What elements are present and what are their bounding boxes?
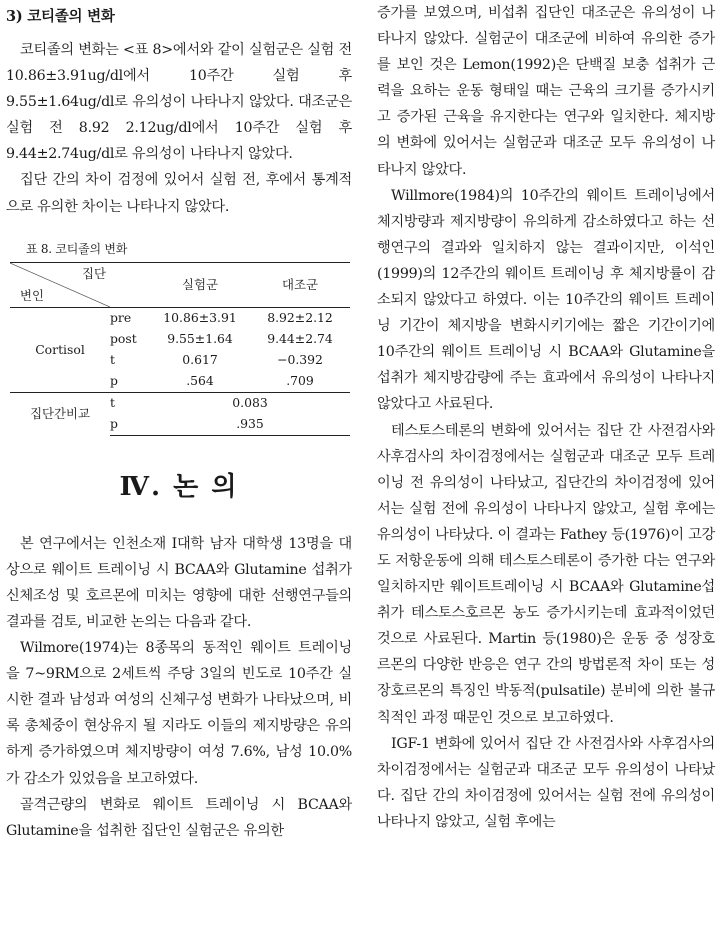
ctrl-value: 9.44±2.74 [267, 331, 333, 347]
discussion-paragraph-2: Wilmore(1974)는 8종목의 동적인 웨이트 트레이닝을 7~9RM으로 2세트씩 주당 3일의 빈도로 10주간 실시한 결과 남성과 여성의 신체구성 변화가 나타났으며, 비록 총체중이 현상유지 될 지라도 이들의 제지방량은 유의하게 증가하였으며 체지방량이 여성 7.6%, 남성 10.0%가 감소가 있었음을 보고하였다. [6, 640, 352, 787]
right-paragraph-1: 증가를 보였으며, 비섭취 집단인 대조군은 유의성이 나타나지 않았다. 실험군이 대조군에 비하여 유의한 증가를 보인 것은 Lemon(1992)은 단백질 보충 섭취가 근력을 요하는 운동 형태일 때는 근육의 크기를 증가시키고 증가된 근육을 유지한다는 연구와 일치한다. 체지방의 변화에 있어서는 실험군과 대조군 모두 유의성이 나타나지 않았다. [377, 5, 715, 178]
header-variable-label: 변인 [20, 287, 44, 303]
table-row [10, 392, 350, 414]
table-diagonal-header [10, 263, 110, 307]
discussion-paragraph-3: 골격근량의 변화로 웨이트 트레이닝 시 BCAA와 Glutamine을 섭취한 집단인 실험군은 유의한 [6, 796, 352, 839]
right-paragraph-3: 테스토스테론의 변화에 있어서는 집단 간 사전검사와 사후검사의 차이검정에서는 실험군과 대조군 모두 트레이닝 전 유의성이 나타났고, 집단간의 차이검정에 있어서는 실험 전에 유의성이 나타나지 않았고, 실험 후에는 유의성이 나타났다. 이 결과는 Fathey 등(1976)이 고강도 저항운동에 의해 테스토스테론이 증가한 다는 연구와 일치하지만 웨이트트레이닝 시 BCAA와 Glutamine섭취가 테스토스호르몬 농도 증가시키는데 효과적이었던 것으로 사료된다. Martin 등(1980)은 운동 중 성장호르몬의 다양한 반응은 연구 간의 방법론적 차이 또는 성장호르몬의 특징인 박동적(pulsatile) 분비에 의한 불규칙적인 과정 때문인 것으로 보고하였다. [377, 422, 715, 726]
stat-label: pre [110, 310, 132, 326]
discussion-paragraph-1: 본 연구에서는 인천소재 I대학 남자 대학생 13명을 대상으로 웨이트 트레이닝 시 BCAA와 Glutamine 섭취가 신체조성 및 호르몬에 미치는 영향에 대한 선행연구들의 결과를 검토, 비교한 논의는 다음과 같다. [6, 535, 352, 630]
header-experimental: 실험군 [150, 262, 250, 307]
stat-label: t [110, 392, 150, 414]
stat-label: t [110, 352, 115, 368]
ctrl-value: −0.392 [277, 352, 323, 368]
header-control: 대조군 [250, 262, 350, 307]
table-caption: 표 8. 코티졸의 변화 [26, 241, 128, 256]
right-paragraph-4: IGF-1 변화에 있어서 집단 간 사전검사와 사후검사의 차이검정에서는 실험군과 대조군 모두 유의성이 나타났다. 집단 간의 차이검정에 있어서는 실험 전에 유의성이 나타나지 않았고, 실험 후에는 [377, 735, 715, 830]
header-group-label: 집단 [82, 265, 106, 281]
cortisol-subheading: 3) 코티졸의 변화 [6, 8, 115, 25]
exp-value: 9.55±1.64 [167, 331, 233, 347]
right-column [377, 0, 715, 835]
stat-label: p [110, 414, 150, 436]
stat-label: p [110, 373, 118, 389]
cortisol-table [10, 262, 350, 436]
ctrl-value: .709 [286, 373, 314, 389]
between-value: .935 [150, 414, 350, 436]
cortisol-row-label: Cortisol [35, 341, 85, 357]
section-title: Ⅳ. 논 의 [119, 471, 239, 502]
right-paragraph-2: Willmore(1984)의 10주간의 웨이트 트레이닝에서 체지방량과 제지방량이 유의하게 감소하였다고 하는 선행연구의 결과와 일치하지 않는 결과이지만, 이석인(1999)의 12주간의 웨이트 트레이닝 후 체지방률이 감소되지 않았다고 하였다. 이는 10주간의 웨이트 트레이닝 기간이 체지방을 변화시키기에는 짧은 기간이기에 10주간의 웨이트 트레이닝 시 BCAA와 Glutamine을 섭취가 체지방감량에 주는 효과에서 유의성이 나타나지 않았다고 사료된다. [377, 187, 715, 413]
exp-value: 10.86±3.91 [163, 310, 237, 326]
table-row [10, 307, 350, 329]
left-column [6, 0, 352, 844]
exp-value: .564 [186, 373, 214, 389]
cortisol-paragraph-2: 집단 간의 차이 검정에 있어서 실험 전, 후에서 통계적으로 유의한 차이는 나타나지 않았다. [6, 172, 352, 215]
between-value: 0.083 [150, 392, 350, 414]
cortisol-paragraph-1: 코티졸의 변화는 <표 8>에서와 같이 실험군은 실험 전 10.86±3.91ug/dl에서 10주간 실험 후 9.55±1.64ug/dl로 유의성이 나타나지 않았다. 대조군은 실험 전 8.92 2.12ug/dl에서 10주간 실험 후 9.44±2.74ug/dl로 유의성이 나타나지 않았다. [6, 42, 352, 163]
ctrl-value: 8.92±2.12 [267, 310, 333, 326]
between-group-label: 집단간비교 [10, 392, 110, 435]
exp-value: 0.617 [182, 352, 218, 368]
stat-label: post [110, 331, 137, 347]
